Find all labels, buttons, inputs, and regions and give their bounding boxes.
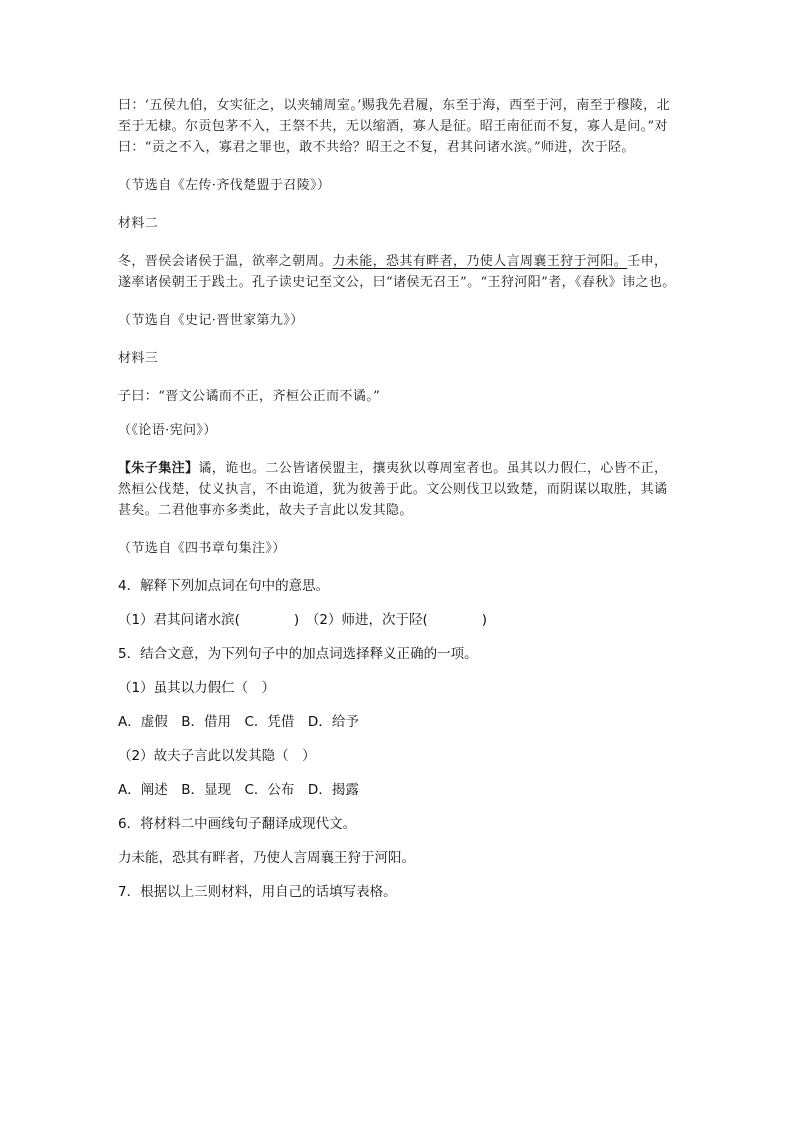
question-6-stem: 6．将材料二中画线句子翻译成现代文。 <box>118 816 357 832</box>
material-3-quote-source: （《论语·宪问》） <box>118 423 217 438</box>
document-page <box>118 95 678 903</box>
material-2-text-after: 壬申，遂率诸侯朝王于践土。孔子读史记至文公，曰“诸侯无召王”。“王狩河阳”者，《春秋》讳之也。 <box>118 254 676 290</box>
question-4-stem: 4．解释下列加点词在句中的意思。 <box>118 578 330 594</box>
material-2-source: （节选自《史记·晋世家第九》） <box>118 313 304 328</box>
material-2-text-before: 冬，晋侯会诸侯于温，欲率之朝周。 <box>118 254 333 269</box>
material-3-note <box>118 458 678 521</box>
question-5-sub-1: （1）虽其以力假仁（ ） <box>118 680 276 696</box>
passage-1-text: 曰：‘五侯九伯，女实征之，以夹辅周室。’赐我先君履，东至于海，西至于河，南至于穆陵，北至于无棣。尔贡包茅不入，王祭不共，无以缩酒，寡人是征。昭王南征而不复，寡人是问。”对曰：“贡之不入，寡君之罪也，敢不共给？昭王之不复，君其问诸水滨。”师进，次于陉。 <box>118 98 670 155</box>
material-2-underlined-sentence: 力未能，恐其有畔者，乃使人言周襄王狩于河阳。 <box>332 254 628 269</box>
question-5-stem: 5．结合文意，为下列句子中的加点词选择释义正确的一项。 <box>118 646 478 662</box>
material-2-text <box>118 251 678 293</box>
material-3-source: （节选自《四书章句集注》） <box>118 541 286 556</box>
question-5-sub-2: （2）故夫子言此以发其隐（ ） <box>118 748 316 764</box>
question-7-stem: 7．根据以上三则材料，用自己的话填写表格。 <box>118 884 397 900</box>
question-5-sub-2-options: A．阐述 B．显现 C．公布 D．揭露 <box>118 782 359 798</box>
passage-1-source: （节选自《左传·齐伐楚盟于召陵》） <box>118 178 331 193</box>
material-3-note-text: 谲，诡也。二公皆诸侯盟主，攘夷狄以尊周室者也。虽其以力假仁，心皆不正，然桓公伐楚，仗义执言，不由诡道，犹为彼善于此。文公则伐卫以致楚，而阴谋以取胜，其谲甚矣。二君他事亦多类此，故夫子言此以发其隐。 <box>118 461 668 518</box>
material-3-label: 材料三 <box>118 351 159 366</box>
material-3-quote: 子曰：“晋文公谲而不正，齐桓公正而不谲。” <box>118 389 381 404</box>
material-3-note-label: 【朱子集注】 <box>118 461 199 476</box>
material-2-label: 材料二 <box>118 216 159 231</box>
question-4-items: （1）君其问诸水滨( ) （2）师进，次于陉( ) <box>118 612 487 628</box>
question-5-sub-1-options: A．虚假 B．借用 C．凭借 D．给予 <box>118 714 359 730</box>
question-6-sentence: 力未能，恐其有畔者，乃使人言周襄王狩于河阳。 <box>118 850 415 866</box>
